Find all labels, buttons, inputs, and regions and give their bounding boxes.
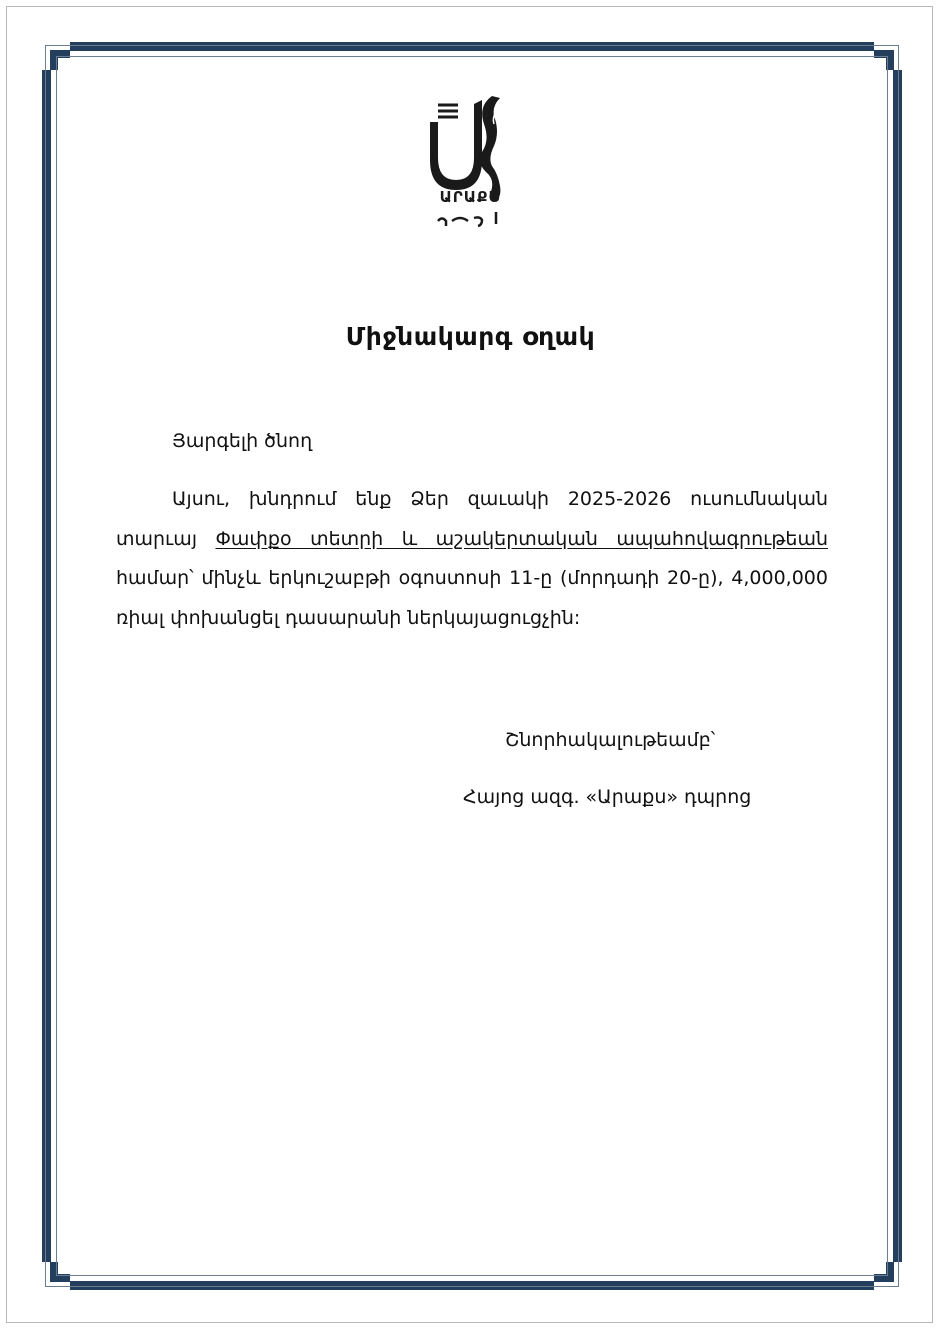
body-text-part2: համար՝ մինչև երկուշաբթի օգոստոսի 11-ը (մորդադի 20-ը), 4,000,000 ռիալ փոխանցել դասարանի ներկայացուցչին: (116, 567, 828, 630)
signature: Հայոց ազգ. «Արաքս» դպրոց (463, 786, 752, 808)
greeting: Յարգելի ծնող (172, 430, 313, 452)
closing-thanks: Շնորհակալութեամբ՝ (505, 729, 716, 751)
body-paragraph (116, 480, 828, 639)
school-logo (430, 94, 510, 230)
logo-caption: ԱՐԱՔՍ (439, 188, 501, 206)
underlined-items: Փափքօ տետրի և աշակերտական ապահովագրութեան (215, 527, 828, 550)
document-title: Միջնակարգ օղակ (345, 322, 596, 351)
araks-logo-icon (430, 94, 510, 230)
body-text-part1: Այսու, խնդրում ենք Ձեր զաւակի 2025-2026 ուսումնական տարւայ (116, 488, 828, 550)
